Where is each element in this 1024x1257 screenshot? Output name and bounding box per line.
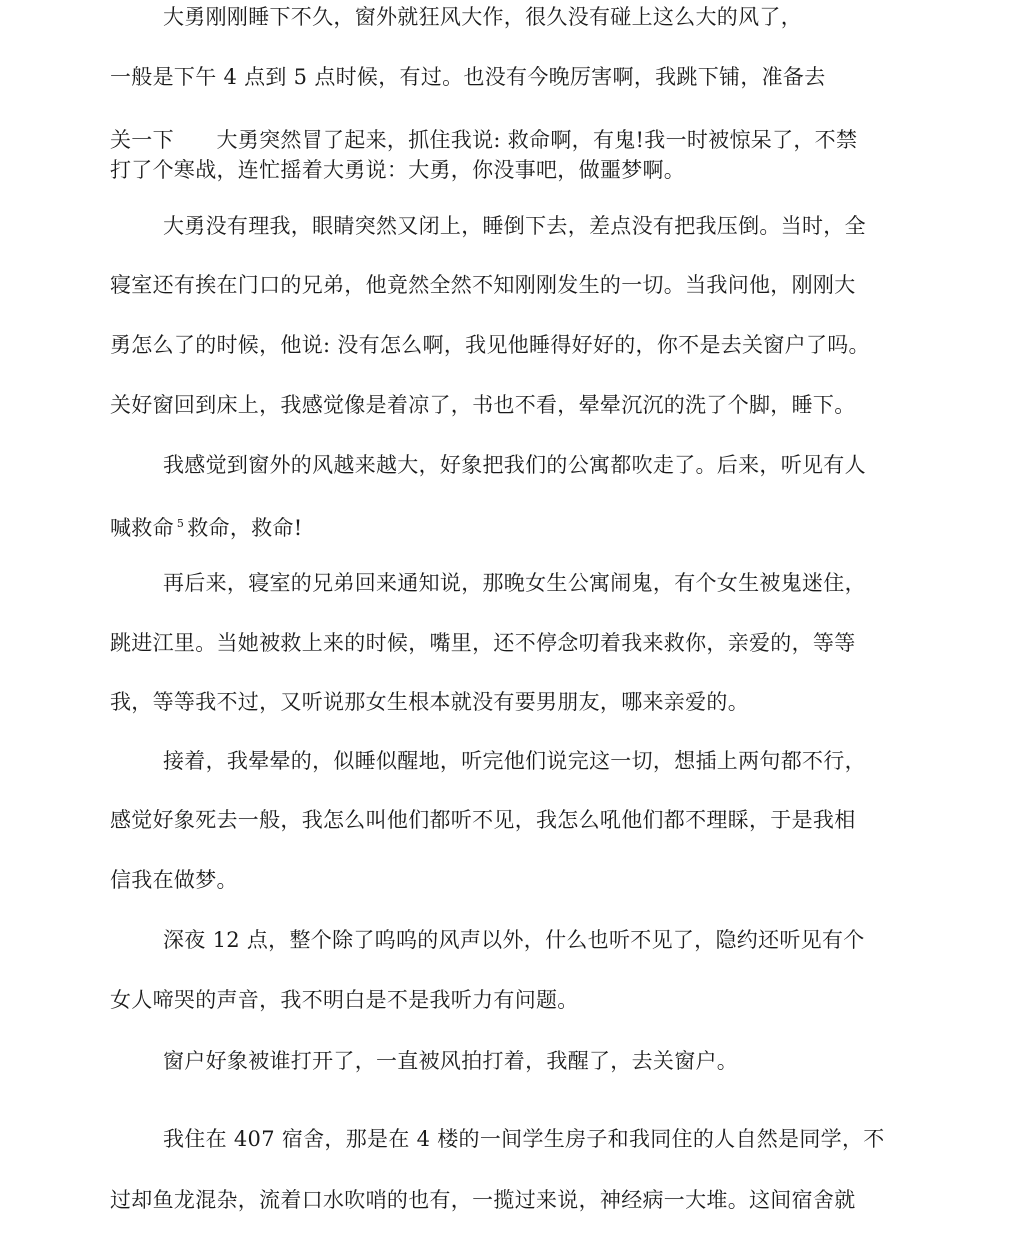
text-line: 窗户好象被谁打开了，一直被风拍打着，我醒了，去关窗户。	[163, 1049, 739, 1073]
text-line: 跳进江里。当她被救上来的时候，嘴里，还不停念叨着我来救你，亲爱的，等等	[110, 631, 856, 655]
text-line: 关一下 大勇突然冒了起来，抓住我说: 救命啊，有鬼!我一时被惊呆了，不禁	[110, 128, 858, 152]
text-span: 喊救命	[110, 516, 174, 540]
text-line: 打了个寒战，连忙摇着大勇说：大勇，你没事吧，做噩梦啊。	[110, 158, 686, 182]
text-line: 我住在 407 宿舍，那是在 4 楼的一间学生房子和我同住的人自然是同学，不	[163, 1127, 885, 1151]
footnote-marker: 5	[176, 517, 185, 530]
text-line: 信我在做梦。	[110, 868, 238, 892]
text-line: 我，等等我不过，又听说那女生根本就没有要男朋友，哪来亲爱的。	[110, 690, 749, 714]
text-line: 再后来，寝室的兄弟回来通知说，那晚女生公寓闹鬼，有个女生被鬼迷住，	[163, 571, 866, 595]
text-line: 接着，我晕晕的，似睡似醒地，听完他们说完这一切，想插上两句都不行，	[163, 749, 866, 773]
text-line: 一般是下午 4 点到 5 点时候，有过。也没有今晚厉害啊，我跳下铺，准备去	[110, 65, 826, 89]
text-line: 大勇没有理我，眼睛突然又闭上，睡倒下去，差点没有把我压倒。当时，全	[163, 214, 866, 238]
text-line: 女人啼哭的声音，我不明白是不是我听力有问题。	[110, 988, 579, 1012]
text-line: 我感觉到窗外的风越来越大，好象把我们的公寓都吹走了。后来，听见有人	[163, 453, 866, 477]
text-line: 寝室还有挨在门口的兄弟，他竟然全然不知刚刚发生的一切。当我问他，刚刚大	[110, 273, 856, 297]
text-line: 过却鱼龙混杂，流着口水吹哨的也有，一揽过来说，神经病一大堆。这间宿舍就	[110, 1188, 856, 1212]
text-span: 救命，救命!	[187, 516, 303, 540]
text-line: 感觉好象死去一般，我怎么叫他们都听不见，我怎么吼他们都不理睬，于是我相	[110, 808, 856, 832]
text-line: 勇怎么了的时候，他说: 没有怎么啊，我见他睡得好好的，你不是去关窗户了吗。	[110, 333, 870, 357]
text-line	[110, 509, 930, 543]
text-line: 关好窗回到床上，我感觉像是着凉了，书也不看，晕晕沉沉的洗了个脚，睡下。	[110, 393, 856, 417]
text-line: 深夜 12 点，整个除了呜呜的风声以外，什么也听不见了，隐约还听见有个	[163, 928, 865, 952]
text-line: 大勇刚刚睡下不久，窗外就狂风大作，很久没有碰上这么大的风了，	[163, 5, 802, 29]
